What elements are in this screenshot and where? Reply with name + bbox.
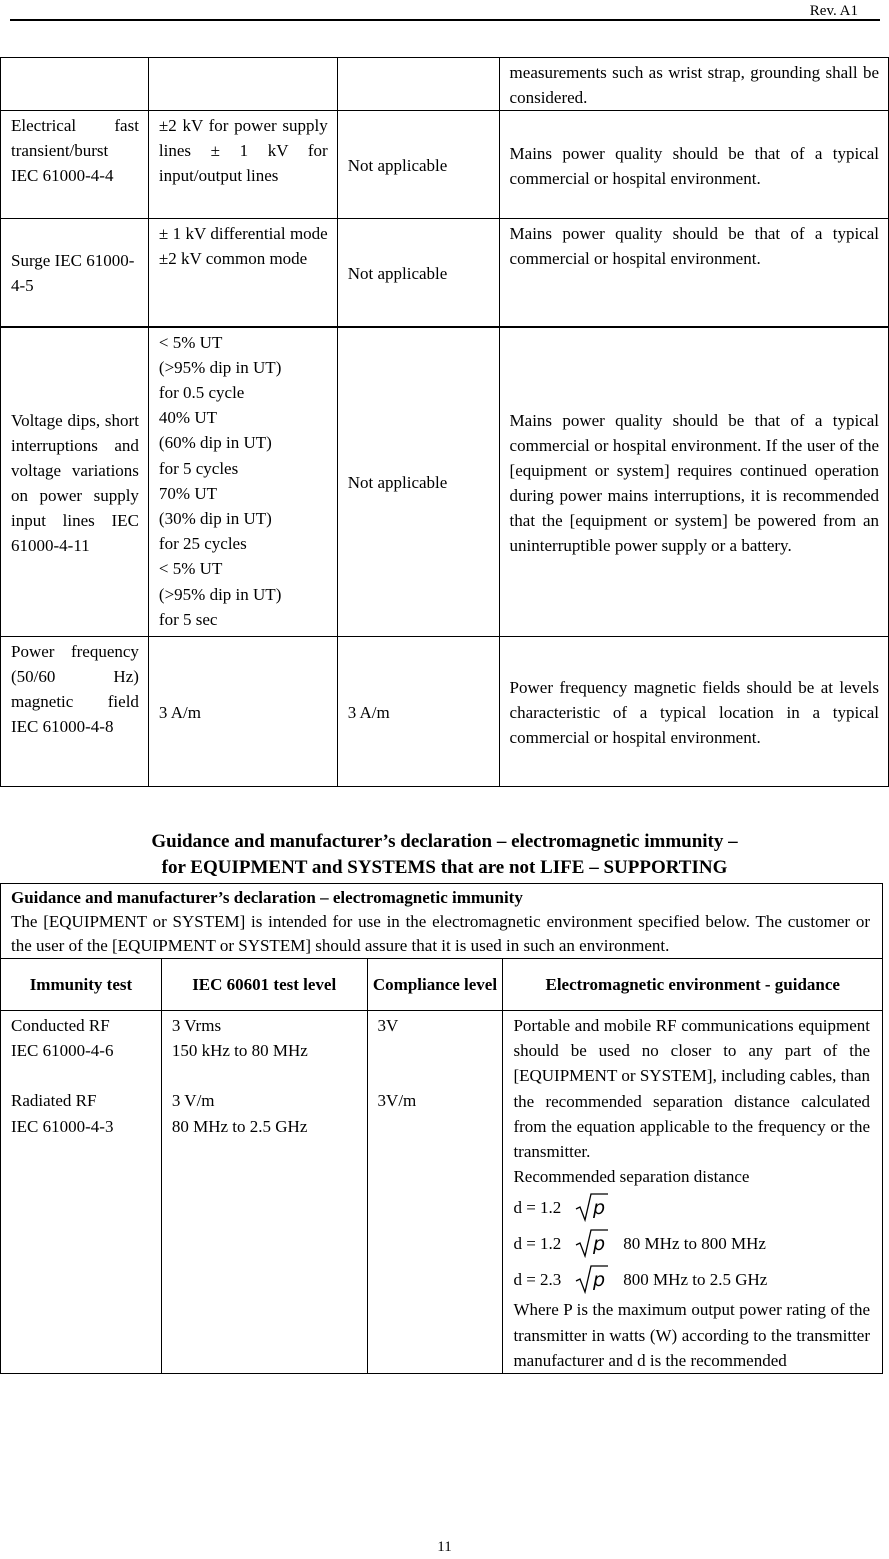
test-cell bbox=[1, 58, 149, 111]
level-cell bbox=[148, 327, 337, 637]
formula-lhs: d = 1.2 bbox=[513, 1233, 562, 1253]
test-cell: Power frequency (50/60 Hz) magnetic field IEC 61000-4-8 bbox=[1, 637, 149, 787]
level-line: for 0.5 cycle bbox=[158, 382, 245, 402]
where-paragraph: Where P is the maximum output power rating of the transmitter in watts (W) according to the transmitter manufacturer and d is the recommended bbox=[513, 1300, 870, 1370]
compliance-line: 3V/m bbox=[377, 1091, 417, 1111]
level-line: 3 Vrms bbox=[171, 1016, 222, 1035]
page-number: 11 bbox=[437, 1539, 452, 1555]
guidance-paragraph: Portable and mobile RF communications equipment should be used no closer to any part of the [EQUIPMENT or SYSTEM], including cables, than the recommended separation distance calculated from the equation applicable to the frequency or the transmitter. bbox=[513, 1016, 870, 1162]
table-row bbox=[1, 219, 889, 327]
sqrt-symbol bbox=[575, 1228, 609, 1258]
level-line: < 5% UT bbox=[158, 332, 223, 352]
formula-var: p bbox=[593, 1269, 606, 1292]
guidance-cell: Mains power quality should be that of a typical commercial or hospital environment. If the user of the [equipment or system] requires continued operation during power mains interruptions, it is recommended that the [equipment or system] be powered from an uninterruptible power supply or a battery. bbox=[499, 327, 888, 637]
test-line: IEC 61000-4-3 bbox=[11, 1116, 114, 1136]
immunity-table-continued bbox=[0, 57, 889, 787]
column-header: IEC 60601 test level bbox=[161, 959, 367, 1011]
level-line: 40% UT bbox=[158, 408, 217, 428]
guidance-cell bbox=[503, 1011, 883, 1374]
compliance-cell: 3 A/m bbox=[337, 637, 499, 787]
rf-immunity-table bbox=[0, 883, 883, 1374]
level-cell bbox=[148, 58, 337, 111]
section-heading bbox=[0, 829, 889, 881]
test-line: Conducted RF bbox=[11, 1016, 110, 1035]
heading-line: Guidance and manufacturer’s declaration – electromagnetic immunity – bbox=[151, 831, 738, 852]
table-row bbox=[1, 111, 889, 219]
column-header: Immunity test bbox=[1, 959, 162, 1011]
formula-range: 80 MHz to 800 MHz bbox=[623, 1233, 766, 1253]
formula-range: 800 MHz to 2.5 GHz bbox=[623, 1269, 768, 1289]
table-row bbox=[1, 637, 889, 787]
formula-var: p bbox=[593, 1197, 606, 1220]
table-row bbox=[1, 884, 883, 959]
compliance-cell bbox=[367, 1011, 503, 1374]
recommended-label: Recommended separation distance bbox=[513, 1167, 750, 1187]
level-cell: ± 1 kV differential mode ±2 kV common mode bbox=[148, 219, 337, 327]
level-line: < 5% UT bbox=[158, 559, 223, 579]
level-line: (30% dip in UT) bbox=[158, 508, 272, 528]
test-line: IEC 61000-4-6 bbox=[11, 1041, 114, 1061]
compliance-cell: Not applicable bbox=[337, 111, 499, 219]
intro-cell bbox=[1, 884, 883, 959]
level-line: 3 V/m bbox=[171, 1091, 215, 1111]
compliance-cell: Not applicable bbox=[337, 327, 499, 637]
level-line: (60% dip in UT) bbox=[158, 433, 272, 453]
header-rule bbox=[10, 19, 880, 21]
level-line: 80 MHz to 2.5 GHz bbox=[171, 1116, 308, 1136]
guidance-cell: Mains power quality should be that of a typical commercial or hospital environment. bbox=[499, 111, 888, 219]
level-line: (>95% dip in UT) bbox=[158, 584, 282, 604]
formula-row bbox=[513, 1261, 870, 1297]
level-line: 70% UT bbox=[158, 483, 217, 503]
level-cell: ±2 kV for power supply lines ± 1 kV for input/output lines bbox=[148, 111, 337, 219]
revision-label: Rev. A1 bbox=[809, 3, 858, 19]
column-header: Electromagnetic environment - guidance bbox=[503, 959, 883, 1011]
test-line: Radiated RF bbox=[11, 1091, 97, 1111]
level-line: 150 kHz to 80 MHz bbox=[171, 1041, 308, 1061]
test-cell: Voltage dips, short interruptions and voltage variations on power supply input lines IEC 61000-4-11 bbox=[1, 327, 149, 637]
level-cell: 3 A/m bbox=[148, 637, 337, 787]
test-cell: Electrical fast transient/burst IEC 61000-4-4 bbox=[1, 111, 149, 219]
test-cell bbox=[1, 1011, 162, 1374]
level-cell bbox=[161, 1011, 367, 1374]
table-title: Guidance and manufacturer’s declaration – electromagnetic immunity bbox=[11, 888, 523, 907]
table-row bbox=[1, 327, 889, 637]
formula-lhs: d = 1.2 bbox=[513, 1197, 562, 1217]
level-line bbox=[172, 1063, 358, 1088]
test-cell: Surge IEC 61000-4-5 bbox=[1, 219, 149, 327]
compliance-cell: Not applicable bbox=[337, 219, 499, 327]
level-line: (>95% dip in UT) bbox=[158, 357, 282, 377]
formula-var: p bbox=[593, 1233, 606, 1256]
guidance-cell: measurements such as wrist strap, grounding shall be considered. bbox=[499, 58, 888, 111]
table-header-row bbox=[1, 959, 883, 1011]
formula-lhs: d = 2.3 bbox=[513, 1269, 562, 1289]
column-header: Compliance level bbox=[367, 959, 503, 1011]
guidance-cell: Power frequency magnetic fields should be at levels characteristic of a typical location in a typical commercial or hospital environment. bbox=[499, 637, 888, 787]
formula-row bbox=[513, 1225, 870, 1261]
formula-row bbox=[513, 1189, 870, 1225]
level-line: for 5 sec bbox=[158, 609, 218, 629]
compliance-cell bbox=[337, 58, 499, 111]
test-line bbox=[11, 1063, 152, 1088]
sqrt-symbol bbox=[575, 1264, 609, 1294]
table-row bbox=[1, 58, 889, 111]
compliance-line: 3V bbox=[377, 1016, 399, 1035]
guidance-cell: Mains power quality should be that of a typical commercial or hospital environment. bbox=[499, 219, 888, 327]
compliance-line bbox=[378, 1038, 494, 1088]
level-line: for 25 cycles bbox=[158, 534, 247, 554]
table-intro: The [EQUIPMENT or SYSTEM] is intended for use in the electromagnetic environment specified below. The customer or the user of the [EQUIPMENT or SYSTEM] should assure that it is used in such an environment. bbox=[11, 912, 870, 955]
heading-line: for EQUIPMENT and SYSTEMS that are not LIFE – SUPPORTING bbox=[161, 857, 728, 878]
table-row bbox=[1, 1011, 883, 1374]
sqrt-symbol bbox=[575, 1192, 609, 1222]
level-line: for 5 cycles bbox=[158, 458, 239, 478]
